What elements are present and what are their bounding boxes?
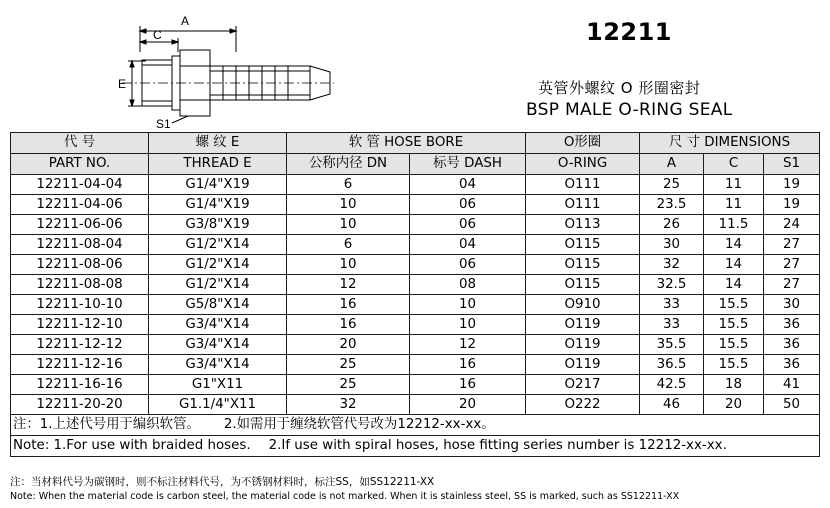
cell-s1: 27 — [764, 255, 820, 275]
cell-thread: G1/2"X14 — [149, 255, 287, 275]
cell-thread: G3/4"X14 — [149, 355, 287, 375]
cell-dash: 06 — [410, 215, 526, 235]
table-header-row-1 — [11, 133, 820, 154]
cell-s1: 27 — [764, 275, 820, 295]
cell-a: 42.5 — [640, 375, 704, 395]
header-oring: O-RING — [526, 154, 640, 175]
cell-c: 15.5 — [704, 315, 764, 335]
footnote-english: Note: When the material code is carbon steel, the material code is not marked. When it is stainless steel, SS is marked, such as SS12211-XX — [10, 491, 680, 502]
cell-a: 35.5 — [640, 335, 704, 355]
cell-dn: 25 — [287, 355, 410, 375]
cell-s1: 41 — [764, 375, 820, 395]
cell-c: 15.5 — [704, 335, 764, 355]
header-oring-cn: O形圈 — [526, 133, 640, 154]
title-chinese: 英管外螺纹 O 形圈密封 — [538, 79, 701, 97]
table-row — [11, 215, 820, 235]
cell-part: 12211-10-10 — [11, 295, 149, 315]
cell-s1: 30 — [764, 295, 820, 315]
cell-a: 36.5 — [640, 355, 704, 375]
cell-oring: O910 — [526, 295, 640, 315]
table-row — [11, 175, 820, 195]
cell-dash: 16 — [410, 355, 526, 375]
dimension-label-a: A — [181, 14, 190, 28]
cell-s1: 24 — [764, 215, 820, 235]
cell-thread: G1.1/4"X11 — [149, 395, 287, 415]
cell-part: 12211-12-12 — [11, 335, 149, 355]
cell-a: 30 — [640, 235, 704, 255]
dimension-label-s1: S1 — [156, 117, 171, 131]
cell-dash: 12 — [410, 335, 526, 355]
cell-c: 18 — [704, 375, 764, 395]
cell-thread: G1"X11 — [149, 375, 287, 395]
cell-a: 25 — [640, 175, 704, 195]
cell-c: 11.5 — [704, 215, 764, 235]
header-thread-cn: 螺 纹 E — [149, 133, 287, 154]
cell-part: 12211-06-06 — [11, 215, 149, 235]
table-row — [11, 335, 820, 355]
fitting-drawing — [118, 8, 338, 132]
footnote-chinese: 注：当材料代号为碳钢时，则不标注材料代号，为不锈钢材料时，标注SS，如SS12211-XX — [10, 476, 435, 488]
cell-oring: O115 — [526, 275, 640, 295]
table-row — [11, 275, 820, 295]
cell-dash: 06 — [410, 255, 526, 275]
cell-oring: O115 — [526, 235, 640, 255]
cell-dn: 16 — [287, 315, 410, 335]
cell-c: 14 — [704, 235, 764, 255]
cell-oring: O217 — [526, 375, 640, 395]
cell-c: 15.5 — [704, 355, 764, 375]
header-s1: S1 — [764, 154, 820, 175]
cell-c: 11 — [704, 175, 764, 195]
part-number-title: 12211 — [586, 18, 672, 46]
cell-c: 20 — [704, 395, 764, 415]
cell-s1: 19 — [764, 175, 820, 195]
cell-dash: 16 — [410, 375, 526, 395]
cell-c: 14 — [704, 275, 764, 295]
cell-part: 12211-08-06 — [11, 255, 149, 275]
cell-s1: 36 — [764, 355, 820, 375]
cell-dn: 25 — [287, 375, 410, 395]
cell-dn: 12 — [287, 275, 410, 295]
cell-dn: 20 — [287, 335, 410, 355]
cell-c: 15.5 — [704, 295, 764, 315]
cell-dn: 10 — [287, 255, 410, 275]
cell-s1: 36 — [764, 335, 820, 355]
cell-s1: 50 — [764, 395, 820, 415]
header-c: C — [704, 154, 764, 175]
cell-oring: O111 — [526, 195, 640, 215]
table-body — [11, 175, 820, 415]
cell-part: 12211-08-08 — [11, 275, 149, 295]
note-en-2: 2.If use with spiral hoses, hose fitting series number is 12212-xx-xx. — [268, 438, 727, 453]
cell-part: 12211-04-06 — [11, 195, 149, 215]
cell-oring: O222 — [526, 395, 640, 415]
cell-oring: O115 — [526, 255, 640, 275]
cell-thread: G1/2"X14 — [149, 275, 287, 295]
specification-table — [10, 132, 820, 457]
cell-dash: 06 — [410, 195, 526, 215]
cell-dn: 16 — [287, 295, 410, 315]
note-cn-1: 注：1.上述代号用于编织软管。 — [13, 417, 200, 432]
cell-thread: G1/2"X14 — [149, 235, 287, 255]
note-row-chinese — [11, 415, 820, 436]
cell-oring: O119 — [526, 355, 640, 375]
cell-thread: G3/4"X14 — [149, 335, 287, 355]
cell-a: 23.5 — [640, 195, 704, 215]
cell-oring: O119 — [526, 315, 640, 335]
table-row — [11, 315, 820, 335]
cell-dn: 10 — [287, 215, 410, 235]
table-row — [11, 355, 820, 375]
header-part-no: PART NO. — [11, 154, 149, 175]
header-thread: THREAD E — [149, 154, 287, 175]
dimension-label-e: E — [118, 77, 127, 91]
title-english: BSP MALE O-RING SEAL — [526, 100, 733, 120]
table-row — [11, 235, 820, 255]
cell-s1: 27 — [764, 235, 820, 255]
cell-thread: G1/4"X19 — [149, 195, 287, 215]
cell-dn: 10 — [287, 195, 410, 215]
table-row — [11, 195, 820, 215]
note-row-english — [11, 436, 820, 457]
header-dn: 公称内径 DN — [287, 154, 410, 175]
cell-part: 12211-16-16 — [11, 375, 149, 395]
cell-dash: 08 — [410, 275, 526, 295]
cell-s1: 19 — [764, 195, 820, 215]
table-row — [11, 395, 820, 415]
cell-c: 11 — [704, 195, 764, 215]
cell-dash: 10 — [410, 315, 526, 335]
cell-thread: G1/4"X19 — [149, 175, 287, 195]
cell-thread: G3/4"X14 — [149, 315, 287, 335]
cell-dash: 10 — [410, 295, 526, 315]
cell-part: 12211-12-16 — [11, 355, 149, 375]
cell-oring: O111 — [526, 175, 640, 195]
cell-dn: 6 — [287, 235, 410, 255]
cell-a: 32 — [640, 255, 704, 275]
cell-a: 32.5 — [640, 275, 704, 295]
cell-dash: 04 — [410, 235, 526, 255]
table-row — [11, 255, 820, 275]
header-dash: 标号 DASH — [410, 154, 526, 175]
cell-oring: O113 — [526, 215, 640, 235]
header-a: A — [640, 154, 704, 175]
note-en-1: Note: 1.For use with braided hoses. — [13, 438, 251, 453]
cell-thread: G5/8"X14 — [149, 295, 287, 315]
cell-a: 33 — [640, 315, 704, 335]
cell-dash: 20 — [410, 395, 526, 415]
table-row — [11, 295, 820, 315]
cell-part: 12211-12-10 — [11, 315, 149, 335]
cell-a: 33 — [640, 295, 704, 315]
cell-part: 12211-20-20 — [11, 395, 149, 415]
cell-dash: 04 — [410, 175, 526, 195]
cell-c: 14 — [704, 255, 764, 275]
cell-part: 12211-08-04 — [11, 235, 149, 255]
header-hose-bore: 软 管 HOSE BORE — [287, 133, 526, 154]
cell-a: 26 — [640, 215, 704, 235]
note-cn-2: 2.如需用于缠绕软管代号改为12212-xx-xx。 — [223, 417, 495, 432]
dimension-label-c: C — [153, 28, 162, 42]
header-dimensions: 尺 寸 DIMENSIONS — [640, 133, 820, 154]
cell-dn: 32 — [287, 395, 410, 415]
cell-part: 12211-04-04 — [11, 175, 149, 195]
table-row — [11, 375, 820, 395]
cell-oring: O119 — [526, 335, 640, 355]
cell-dn: 6 — [287, 175, 410, 195]
cell-s1: 36 — [764, 315, 820, 335]
cell-a: 46 — [640, 395, 704, 415]
header-part-cn: 代 号 — [11, 133, 149, 154]
table-header-row-2 — [11, 154, 820, 175]
cell-thread: G3/8"X19 — [149, 215, 287, 235]
